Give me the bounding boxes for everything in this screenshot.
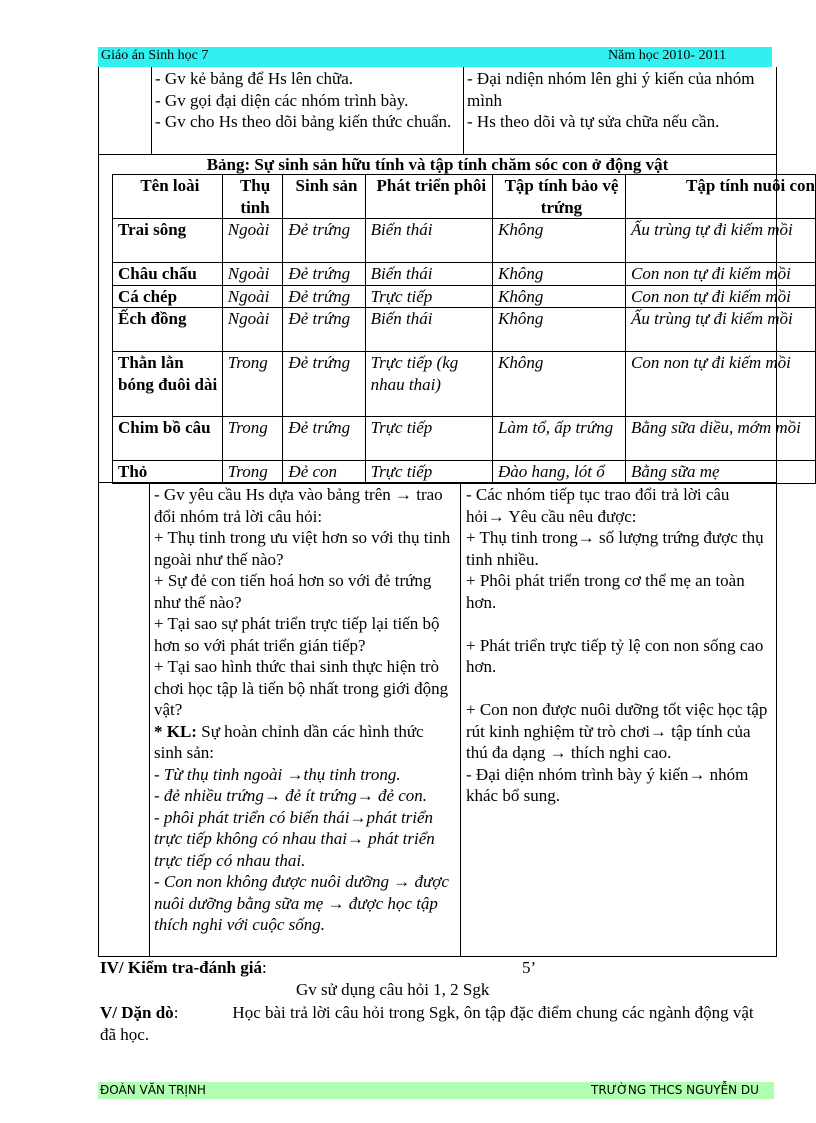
conclusion-item: - phôi phát triển có biến thái→phát triển trực tiếp không có nhau thai→ phát triển trực tiếp có nhau thai. <box>154 807 435 870</box>
cell: Trực tiếp <box>365 417 492 461</box>
cell: Đẻ trứng <box>283 263 365 286</box>
cell: Trực tiếp <box>365 461 492 484</box>
col-header-fertilization: Thụ tinh <box>222 175 283 219</box>
student-response: + Con non được nuôi dưỡng tốt việc học tập rút kinh nghiệm từ trò chơi→ tập tính của thú đa dạng → thích nghi cao. <box>466 700 768 762</box>
bottom-right-text <box>466 484 772 807</box>
student-response: + Phát triển trực tiếp tỷ lệ con non sống cao hơn. <box>466 635 764 676</box>
bottom-left-text <box>154 484 456 936</box>
cell: Đẻ trứng <box>283 219 365 263</box>
conclusion-text: Sự hoàn chỉnh dần các hình thức sinh sản: <box>154 721 424 762</box>
spacer <box>466 678 772 700</box>
cell: Ngoài <box>222 263 283 286</box>
cell: Đẻ trứng <box>283 285 365 308</box>
teacher-instruction: - Gv yêu cầu Hs dựa vào bảng trên → trao đổi nhóm trả lời câu hỏi: <box>154 485 443 526</box>
top-right-line: - Đại ndiện nhóm lên ghi ý kiến của nhóm mình <box>467 69 755 110</box>
section-iv-colon: : <box>261 958 267 977</box>
cell-species: Cá chép <box>113 285 223 308</box>
cell: Ấu trùng tự đi kiếm mồi <box>625 308 815 352</box>
cell-species: Chim bồ câu <box>113 417 223 461</box>
cell: Đào hang, lót ổ <box>493 461 626 484</box>
cell: Con non tự đi kiếm mồi <box>625 285 815 308</box>
cell: Không <box>493 308 626 352</box>
table-row <box>113 285 816 308</box>
footer-left: ĐOÀN VĂN TRỊNH <box>100 1083 206 1097</box>
cell: Con non tự đi kiếm mồi <box>625 352 815 417</box>
cell: Bằng sữa mẹ <box>625 461 815 484</box>
bottom-border-right <box>776 482 777 956</box>
header-right: Năm học 2010- 2011 <box>608 48 727 63</box>
header-left: Giáo án Sinh học 7 <box>101 48 209 63</box>
section-v-colon: : <box>173 1003 179 1022</box>
cell: Đẻ con <box>283 461 365 484</box>
conclusion-item: - đẻ nhiều trứng→ đẻ ít trứng→ đẻ con. <box>154 786 428 805</box>
top-left-line: - Gv gọi đại diện các nhóm trình bày. <box>155 90 409 110</box>
cell: Bằng sữa diều, mớm mồi <box>625 417 815 461</box>
top-left-line: - Gv kẻ bảng để Hs lên chữa. <box>155 69 354 88</box>
student-response: + Phôi phát triển trong cơ thể mẹ an toàn hơn. <box>466 571 745 612</box>
table-section-border-left <box>98 154 99 482</box>
cell-species: Thằn lằn bóng đuôi dài <box>113 352 223 417</box>
conclusion-item: - Con non không được nuôi dưỡng → được nuôi dưỡng bằng sữa mẹ → được học tập thích nghi với cuộc sống. <box>154 872 449 934</box>
cell: Đẻ trứng <box>283 417 365 461</box>
bottom-block-bottom-line <box>98 956 777 957</box>
cell: Làm tổ, ấp trứng <box>493 417 626 461</box>
cell: Trong <box>222 461 283 484</box>
table-row <box>113 417 816 461</box>
question: + Sự đẻ con tiến hoá hơn so với đẻ trứng như thế nào? <box>154 571 432 612</box>
question: + Tại sao sự phát triển trực tiếp lại tiến bộ hơn so với phát triển gián tiếp? <box>154 614 440 655</box>
section-v <box>100 1002 768 1046</box>
table-row <box>113 219 816 263</box>
question: + Tại sao hình thức thai sinh thực hiện trò chơi học tập là tiến bộ nhất trong giới động vật? <box>154 657 449 719</box>
cell-species: Ếch đồng <box>113 308 223 352</box>
student-response: + Thụ tinh trong→ số lượng trứng được thụ tinh nhiều. <box>466 528 764 569</box>
col-header-raising: Tập tính nuôi con <box>625 175 815 219</box>
top-left-line: - Gv cho Hs theo dõi bảng kiến thức chuẩn. <box>155 112 452 131</box>
cell: Trực tiếp <box>365 285 492 308</box>
col-header-embryo: Phát triển phôi <box>365 175 492 219</box>
table-row <box>113 352 816 417</box>
cell: Trực tiếp (kg nhau thai) <box>365 352 492 417</box>
cell: Trong <box>222 417 283 461</box>
cell: Không <box>493 285 626 308</box>
top-col-divider-1 <box>151 67 152 154</box>
top-right-text <box>467 68 772 133</box>
bottom-block-top-line <box>98 482 777 483</box>
section-iv-time: 5’ <box>522 958 537 977</box>
cell: Trong <box>222 352 283 417</box>
cell: Không <box>493 263 626 286</box>
cell: Đẻ trứng <box>283 308 365 352</box>
cell-species: Châu chấu <box>113 263 223 286</box>
cell: Ngoài <box>222 308 283 352</box>
cell-species: Thỏ <box>113 461 223 484</box>
bottom-border-left <box>98 482 99 956</box>
cell: Không <box>493 352 626 417</box>
bottom-col-divider-1 <box>149 482 150 956</box>
cell: Không <box>493 219 626 263</box>
cell: Ngoài <box>222 285 283 308</box>
conclusion-item: - Từ thụ tinh ngoài →thụ tinh trong. <box>154 764 401 784</box>
table-row <box>113 263 816 286</box>
table-row <box>113 308 816 352</box>
question: + Thụ tinh trong ưu việt hơn so với thụ tinh ngoài như thế nào? <box>154 528 451 569</box>
bottom-col-divider-2 <box>460 482 461 956</box>
table-title: Bảng: Sự sinh sản hữu tính và tập tính chăm sóc con ở động vật <box>206 155 669 174</box>
cell: Biến thái <box>365 308 492 352</box>
top-right-line: - Hs theo dõi và tự sửa chữa nếu cần. <box>467 112 720 131</box>
section-v-text: Học bài trả lời câu hỏi trong Sgk, ôn tập đặc điểm chung các ngành động vật đã học. <box>100 1003 754 1044</box>
cell: Đẻ trứng <box>283 352 365 417</box>
footer-right: TRƯỜNG THCS NGUYỄN DU <box>591 1083 759 1097</box>
cell: Ấu trùng tự đi kiếm mồi <box>625 219 815 263</box>
reproduction-table <box>112 174 816 484</box>
col-header-reproduction: Sinh sản <box>283 175 365 219</box>
table-row <box>113 461 816 484</box>
top-col-divider-2 <box>463 67 464 154</box>
cell: Biến thái <box>365 263 492 286</box>
student-response: - Các nhóm tiếp tục trao đổi trả lời câu hỏi→ Yêu cầu nêu được: <box>466 485 730 526</box>
section-iv-heading <box>100 958 267 978</box>
col-header-species: Tên loài <box>113 175 223 219</box>
top-border-right <box>776 67 777 154</box>
section-v-label: V/ Dặn dò <box>100 1003 174 1022</box>
section-iv-label: IV/ Kiểm tra-đánh giá <box>100 958 262 977</box>
cell: Biến thái <box>365 219 492 263</box>
student-response: - Đại diện nhóm trình bày ý kiến→ nhóm khác bổ sung. <box>466 764 749 805</box>
conclusion <box>154 721 456 764</box>
section-iv-text: Gv sử dụng câu hỏi 1, 2 Sgk <box>296 980 490 999</box>
cell: Con non tự đi kiếm mồi <box>625 263 815 286</box>
col-header-egg-protection: Tập tính bảo vệ trứng <box>493 175 626 219</box>
conclusion-label: * KL: <box>154 721 197 741</box>
table-header-row <box>113 175 816 219</box>
cell: Ngoài <box>222 219 283 263</box>
spacer <box>466 613 772 635</box>
top-border-left <box>98 67 99 154</box>
cell-species: Trai sông <box>113 219 223 263</box>
top-left-text <box>155 68 460 133</box>
